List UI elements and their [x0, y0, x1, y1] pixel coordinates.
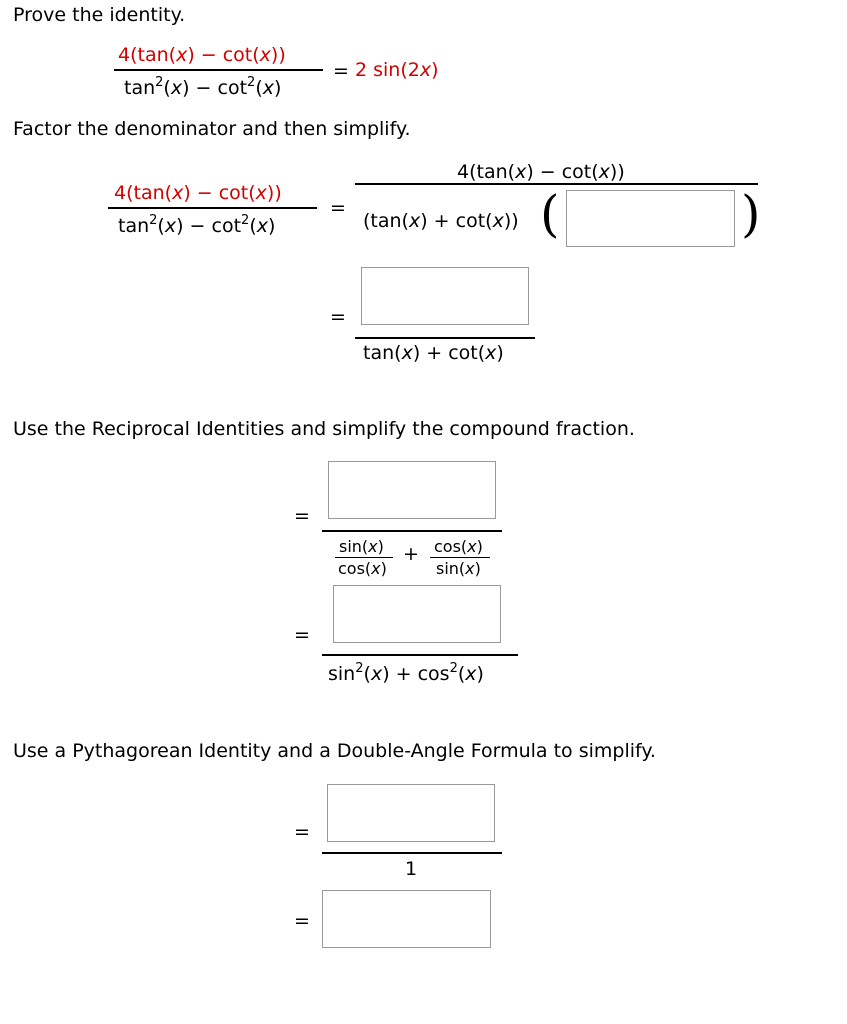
- step1-second-fraction-bar: [355, 337, 535, 339]
- step2-frac1-numerator: sin(x): [339, 537, 384, 556]
- step2-frac2-bar: [430, 557, 490, 558]
- step2-numerator2-input-box[interactable]: [333, 585, 501, 643]
- step2-numerator2-input[interactable]: [334, 586, 500, 642]
- step2-frac1-denominator: cos(x): [338, 559, 387, 578]
- step2-equals-2: =: [294, 624, 310, 646]
- identity-equals: =: [333, 60, 349, 82]
- step3-numerator-input[interactable]: [328, 785, 494, 841]
- step1-factor-input-box[interactable]: [566, 190, 735, 247]
- step2-numerator1-input-box[interactable]: [328, 461, 496, 519]
- step1-equals-1: =: [330, 197, 346, 219]
- step3-final-input-box[interactable]: [322, 890, 491, 948]
- step3-denominator: 1: [405, 858, 418, 880]
- instruction-factor: Factor the denominator and then simplify.: [13, 118, 411, 140]
- step3-fraction-bar: [322, 852, 502, 854]
- step1-lhs-numerator: 4(tan(x) − cot(x)): [114, 182, 282, 204]
- step1-rhs-numerator: 4(tan(x) − cot(x)): [457, 161, 625, 183]
- step2-equals-1: =: [294, 505, 310, 527]
- step3-equals-1: =: [294, 821, 310, 843]
- identity-rhs: 2 sin(2x): [355, 59, 439, 81]
- instruction-prove: Prove the identity.: [13, 4, 186, 26]
- step1-numerator-input-box[interactable]: [361, 267, 529, 325]
- step1-factor-input[interactable]: [567, 191, 734, 246]
- step3-numerator-input-box[interactable]: [327, 784, 495, 842]
- step3-equals-2: =: [294, 910, 310, 932]
- step1-second-denominator: tan(x) + cot(x): [363, 342, 504, 364]
- step2-plus: +: [403, 543, 419, 565]
- step1-rhs-denominator: (tan(x) + cot(x)): [363, 210, 519, 232]
- instruction-reciprocal: Use the Reciprocal Identities and simplify the compound fraction.: [13, 418, 635, 440]
- step2-numerator1-input[interactable]: [329, 462, 495, 518]
- identity-fraction-bar: [114, 69, 323, 71]
- step2-second-fraction-bar: [322, 654, 518, 656]
- step1-paren-close: ): [741, 185, 761, 243]
- step1-numerator-input[interactable]: [362, 268, 528, 324]
- step2-frac2-numerator: cos(x): [434, 537, 483, 556]
- step2-frac2-denominator: sin(x): [436, 559, 481, 578]
- step3-final-input[interactable]: [323, 891, 490, 947]
- step2-first-fraction-bar: [322, 530, 502, 532]
- step1-lhs-denominator: $\tan^2(x) - \cot^2(x)$: [118, 213, 276, 237]
- instruction-pythagorean: Use a Pythagorean Identity and a Double-Angle Formula to simplify.: [13, 740, 656, 762]
- identity-denominator: $\tan^2(x) - \cot^2(x)$: [124, 75, 282, 99]
- step1-equals-2: =: [330, 306, 346, 328]
- step2-second-denominator: $\sin^2(x) + \cos^2(x)$: [328, 661, 484, 685]
- step2-frac1-bar: [335, 557, 393, 558]
- step1-lhs-fraction-bar: [108, 207, 317, 209]
- identity-numerator: 4(tan(x) − cot(x)): [118, 44, 286, 66]
- step1-paren-open: (: [540, 185, 560, 243]
